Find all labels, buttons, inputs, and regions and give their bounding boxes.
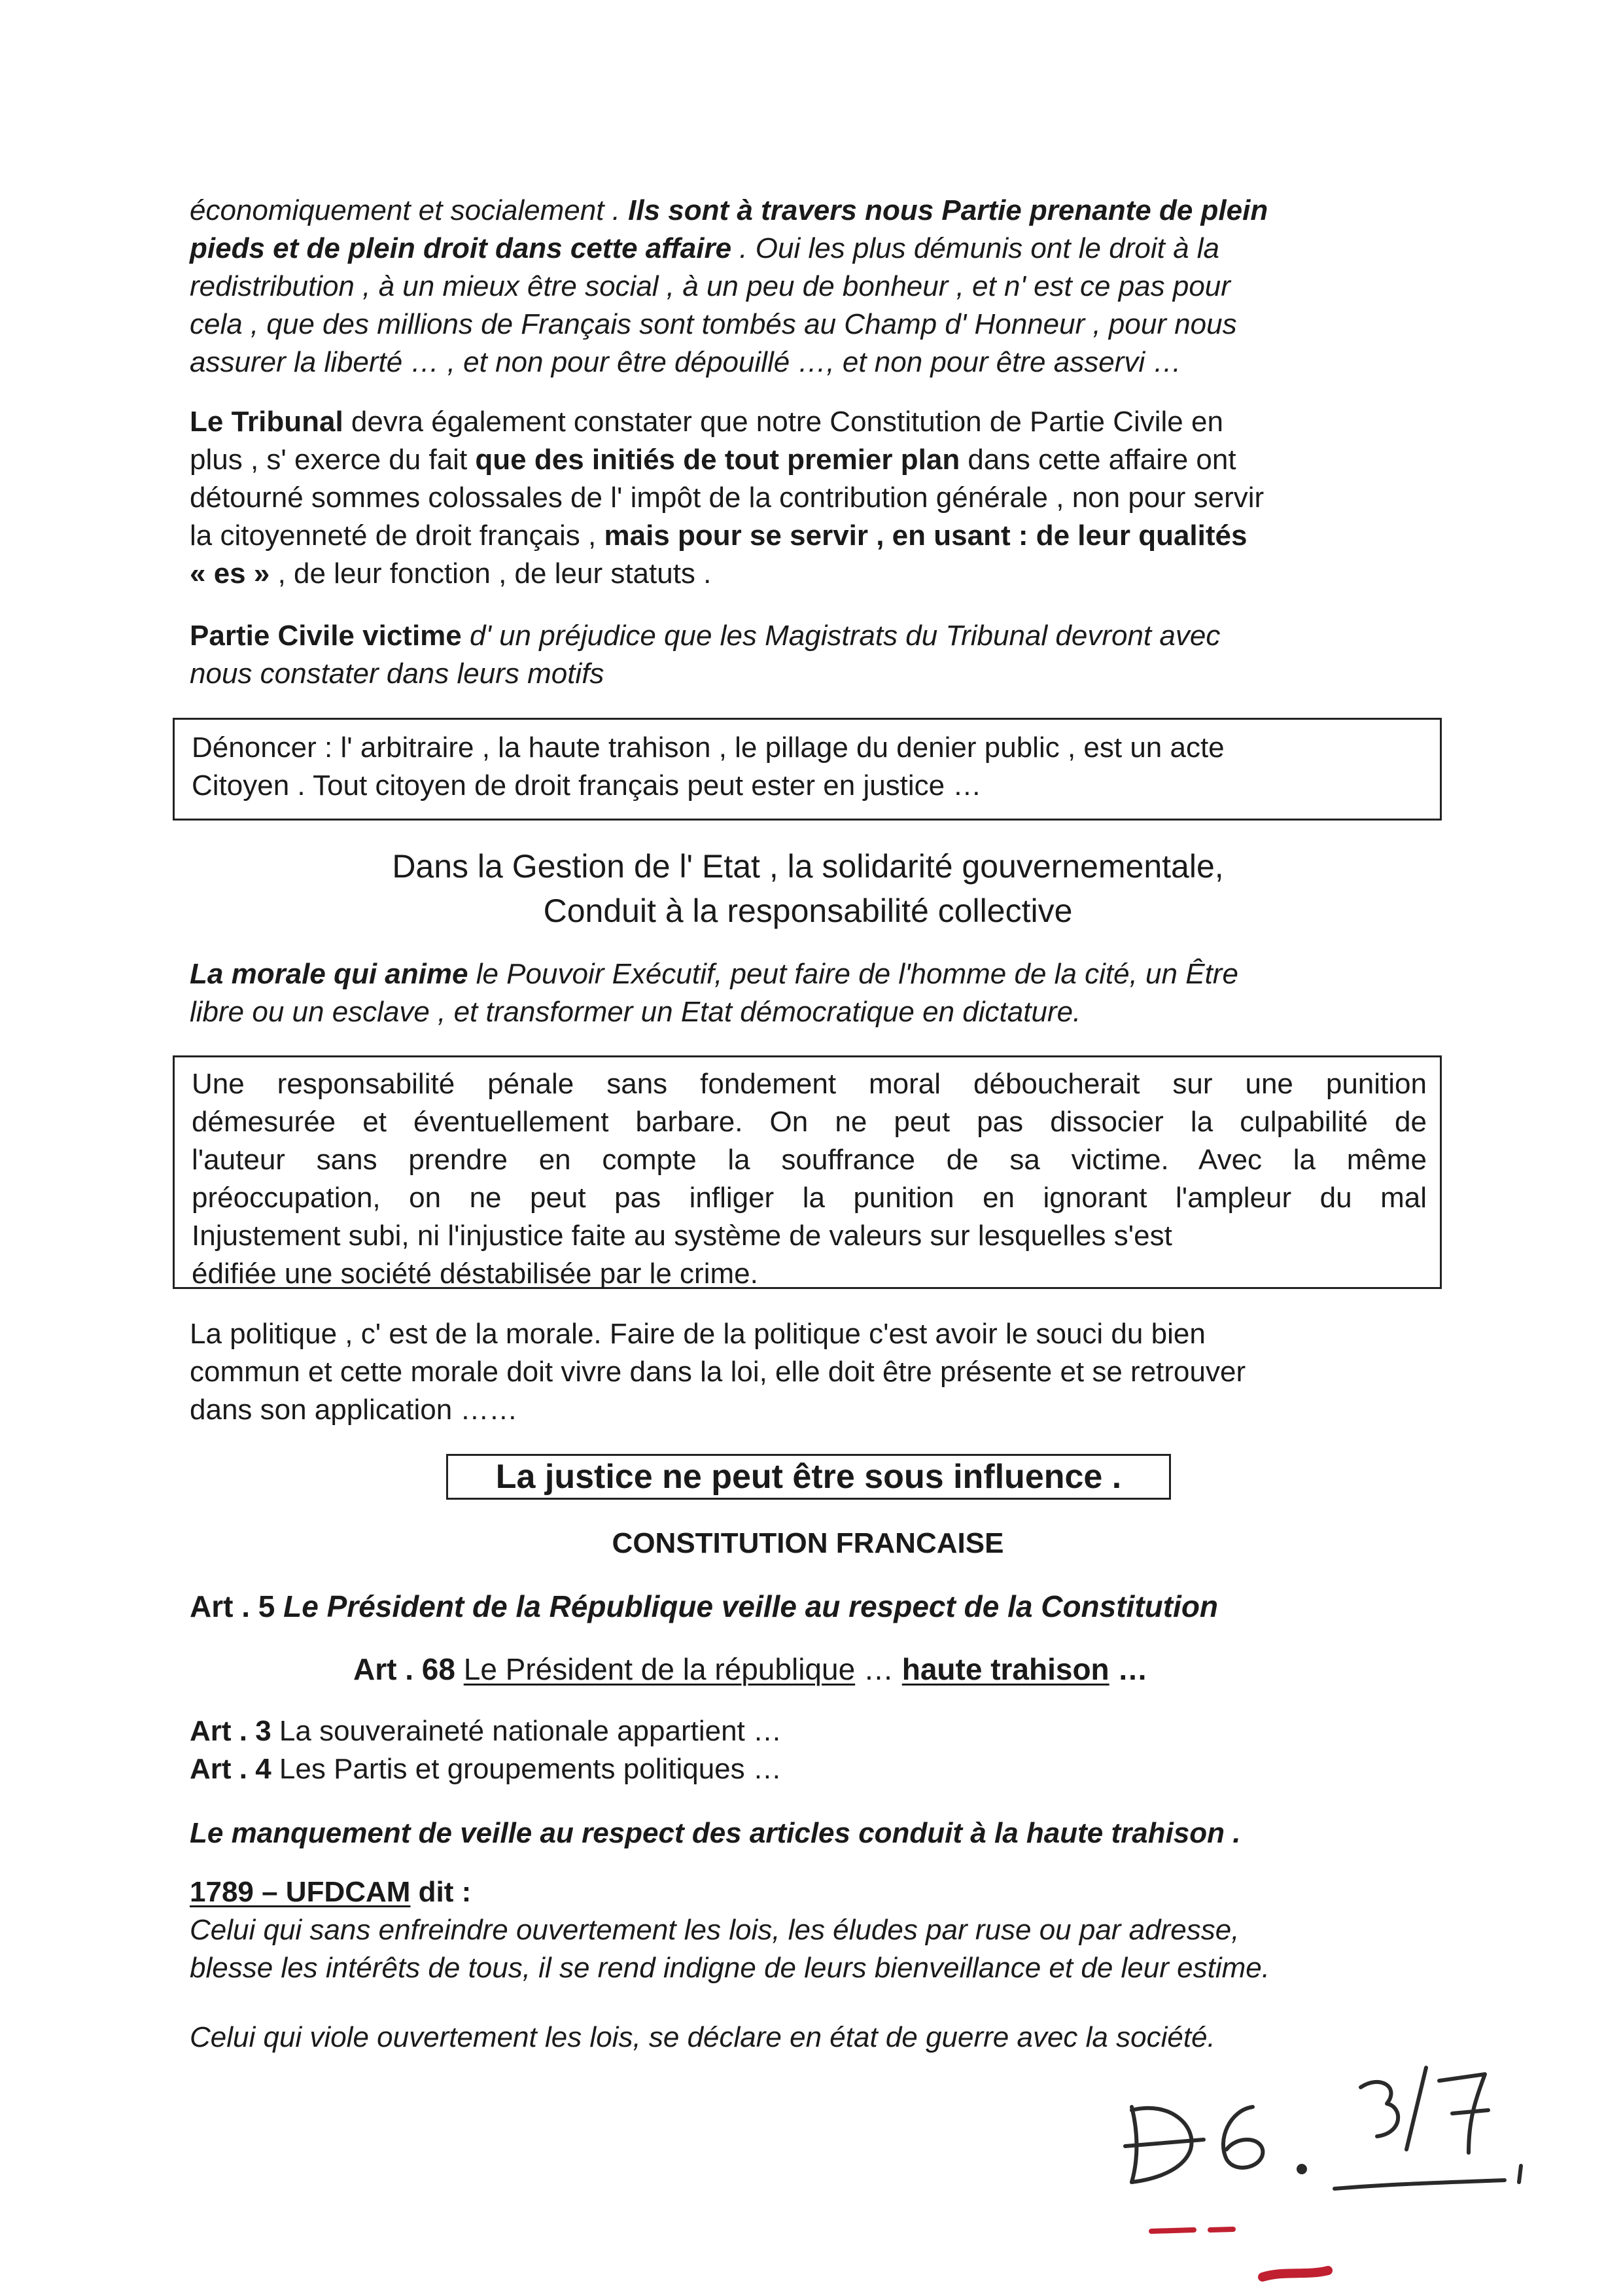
denoncer-box	[173, 718, 1442, 821]
paragraph-politique	[190, 1315, 1426, 1429]
text-line: démesurée et éventuellement barbare. On ne peut pas dissocier la culpabilité de	[192, 1106, 1427, 1138]
text-line: pieds et de plein droit dans cette affaire . Oui les plus démunis ont le droit à la	[190, 232, 1220, 264]
text-line: « es » , de leur fonction , de leur statuts .	[190, 557, 712, 590]
text-line: commun et cette morale doit vivre dans la loi, elle doit être présente et se retrouver	[190, 1356, 1246, 1388]
text-line: La morale qui anime le Pouvoir Exécutif, peut faire de l'homme de la cité, un Être	[190, 958, 1238, 990]
text-line: économiquement et socialement . Ils sont à travers nous Partie prenante de plein	[190, 194, 1268, 226]
text-line: Partie Civile victime d' un préjudice que les Magistrats du Tribunal devront avec	[190, 620, 1221, 652]
text-line: libre ou un esclave , et transformer un Etat démocratique en dictature.	[190, 996, 1081, 1028]
text-line: Une responsabilité pénale sans fondement moral déboucherait sur une punition	[192, 1068, 1427, 1100]
text-line: La politique , c' est de la morale. Faire de la politique c'est avoir le souci du bien	[190, 1318, 1206, 1350]
responsabilite-penale-box	[173, 1055, 1442, 1289]
article-3: Art . 3 La souveraineté nationale appartient …	[190, 1715, 782, 1747]
viole-statement: Celui qui viole ouvertement les lois, se déclare en état de guerre avec la société.	[190, 2021, 1215, 2053]
text-line: Citoyen . Tout citoyen de droit français peut ester en justice …	[192, 769, 982, 802]
text-line: la citoyenneté de droit français , mais pour se servir , en usant : de leur qualités	[190, 520, 1248, 552]
article-4: Art . 4 Les Partis et groupements politiques …	[190, 1753, 782, 1785]
paragraph-intro	[190, 192, 1426, 381]
ufdcam-heading: 1789 – UFDCAM dit :	[190, 1876, 472, 1908]
text-line: assurer la liberté … , et non pour être dépouillé …, et non pour être asservi …	[190, 346, 1182, 378]
heading-line: Conduit à la responsabilité collective	[543, 892, 1073, 929]
text-line: Le Tribunal devra également constater que notre Constitution de Partie Civile en	[190, 406, 1223, 438]
constitution-heading: CONSTITUTION FRANCAISE	[612, 1527, 1004, 1559]
articles-3-4	[190, 1712, 782, 1788]
handwritten-annotation-icon	[1112, 2035, 1537, 2284]
text-line: dans son application ……	[190, 1394, 518, 1426]
paragraph-morale	[190, 955, 1426, 1031]
text-line: l'auteur sans prendre en compte la souffrance de sa victime. Avec la même	[192, 1144, 1427, 1176]
text-line: édifiée une société déstabilisée par le crime.	[192, 1258, 758, 1290]
text-line: blesse les intérêts de tous, il se rend indigne de leurs bienveillance et de leur estime.	[190, 1952, 1270, 1984]
text-line: nous constater dans leurs motifs	[190, 658, 604, 690]
text-line: Dénoncer : l' arbitraire , la haute trahison , le pillage du denier public , est un acte	[192, 732, 1225, 764]
text-line: Celui qui sans enfreindre ouvertement les lois, les éludes par ruse ou par adresse,	[190, 1914, 1240, 1946]
ufdcam-quote	[190, 1873, 1426, 1987]
text-line: plus , s' exerce du fait que des initiés de tout premier plan dans cette affaire ont	[190, 444, 1236, 476]
paragraph-partie-civile	[190, 617, 1426, 693]
text-line: cela , que des millions de Français sont tombés au Champ d' Honneur , pour nous	[190, 308, 1237, 340]
text-line: détourné sommes colossales de l' impôt de la contribution générale , non pour servir	[190, 482, 1265, 514]
text-line: redistribution , à un mieux être social , à un peu de bonheur , et n' est ce pas pour	[190, 270, 1230, 302]
article-5: Art . 5 Le Président de la République veille au respect de la Constitution	[190, 1589, 1219, 1623]
justice-box	[446, 1454, 1171, 1500]
manquement-statement: Le manquement de veille au respect des articles conduit à la haute trahison .	[190, 1817, 1241, 1849]
gestion-etat-heading	[190, 844, 1426, 933]
justice-statement: La justice ne peut être sous influence .	[495, 1458, 1122, 1496]
text-line: préoccupation, on ne peut pas infliger la punition en ignorant l'ampleur du mal	[192, 1182, 1427, 1214]
heading-line: Dans la Gestion de l' Etat , la solidarité gouvernementale,	[392, 848, 1224, 885]
paragraph-tribunal	[190, 403, 1426, 593]
text-line: Injustement subi, ni l'injustice faite au système de valeurs sur lesquelles s'est	[192, 1220, 1172, 1252]
article-68: Art . 68 Le Président de la république … haute trahison …	[353, 1652, 1148, 1686]
